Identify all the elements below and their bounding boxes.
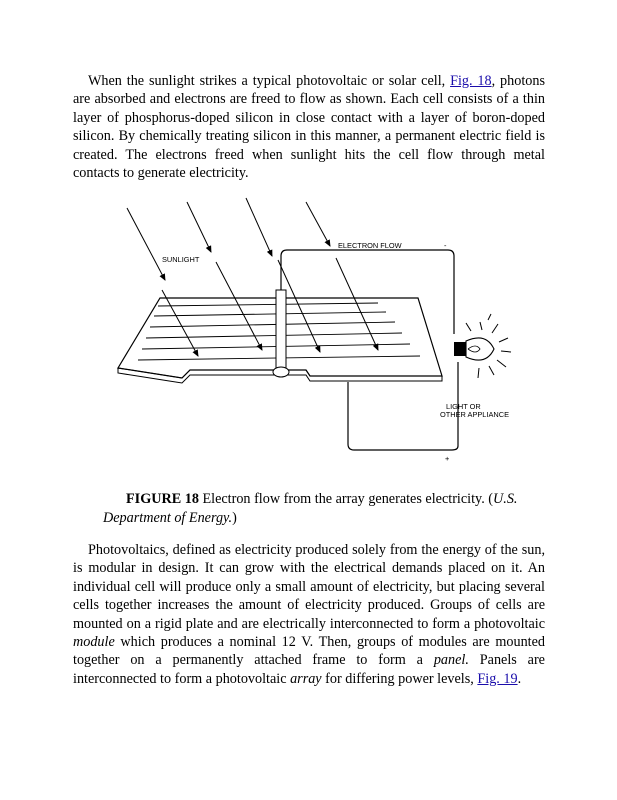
light-label-line1: LIGHT OR — [446, 402, 481, 411]
body-text-1: Photovoltaics, defined as electricity produced solely from the energy of the sun, is modular in design. It can grow with the electrical demands placed on it. An individual cell will produce only a small amount of electricity, but placing several cells together increases the amount of electricity produced. Groups of cells are mounted on a rigid plate and are electrically interconnected to form a photovoltaic — [73, 542, 545, 632]
body-text-2: which produces a nominal 12 V. Then, groups of modules are mounted together on a permanently attached frame to form a — [73, 634, 545, 669]
sunlight-label: SUNLIGHT — [162, 255, 200, 264]
intro-text-2: , photons are absorbed and electrons are freed to flow as shown. Each cell consists of a thin layer of phosphorus-doped silicon in close contact with a layer of boron-doped silicon. By chemically treating silicon in this manner, a permanent electric field is created. The electrons freed when sunlight hits the cell flow through metal contacts to generate electricity. — [73, 73, 545, 182]
caption-close: ) — [232, 510, 237, 526]
plus-label: + — [445, 454, 450, 463]
minus-label: - — [444, 241, 447, 250]
emphasis-module: module — [73, 634, 115, 651]
light-bulb-icon — [454, 314, 511, 378]
body-paragraph — [73, 541, 545, 688]
caption-source: U.S. Department of Energy. — [103, 491, 518, 526]
fig-18-link[interactable]: Fig. 18 — [450, 73, 492, 89]
body-text-end: . — [517, 670, 522, 687]
electron-flow-wire — [281, 250, 454, 334]
emphasis-array: array — [290, 670, 322, 687]
body-text-3: Panels are interconnected to form a photovoltaic — [73, 652, 545, 687]
solar-cell-diagram — [110, 190, 530, 470]
intro-paragraph — [73, 72, 545, 182]
busbar — [273, 290, 289, 377]
electron-flow-label: ELECTRON FLOW — [338, 241, 402, 250]
intro-text-1: When the sunlight strikes a typical photovoltaic or solar cell, — [88, 73, 451, 89]
fig-19-link[interactable]: Fig. 19 — [477, 670, 518, 687]
body-text-4: for differing power levels, — [321, 670, 478, 687]
caption-label: FIGURE 18 — [126, 491, 199, 507]
figure-caption — [103, 490, 545, 528]
light-label-line2: OTHER APPLIANCE — [440, 410, 509, 419]
sunlight-rays — [127, 198, 378, 356]
caption-text: Electron flow from the array generates electricity. ( — [198, 491, 494, 507]
emphasis-panel: panel. — [433, 652, 469, 669]
